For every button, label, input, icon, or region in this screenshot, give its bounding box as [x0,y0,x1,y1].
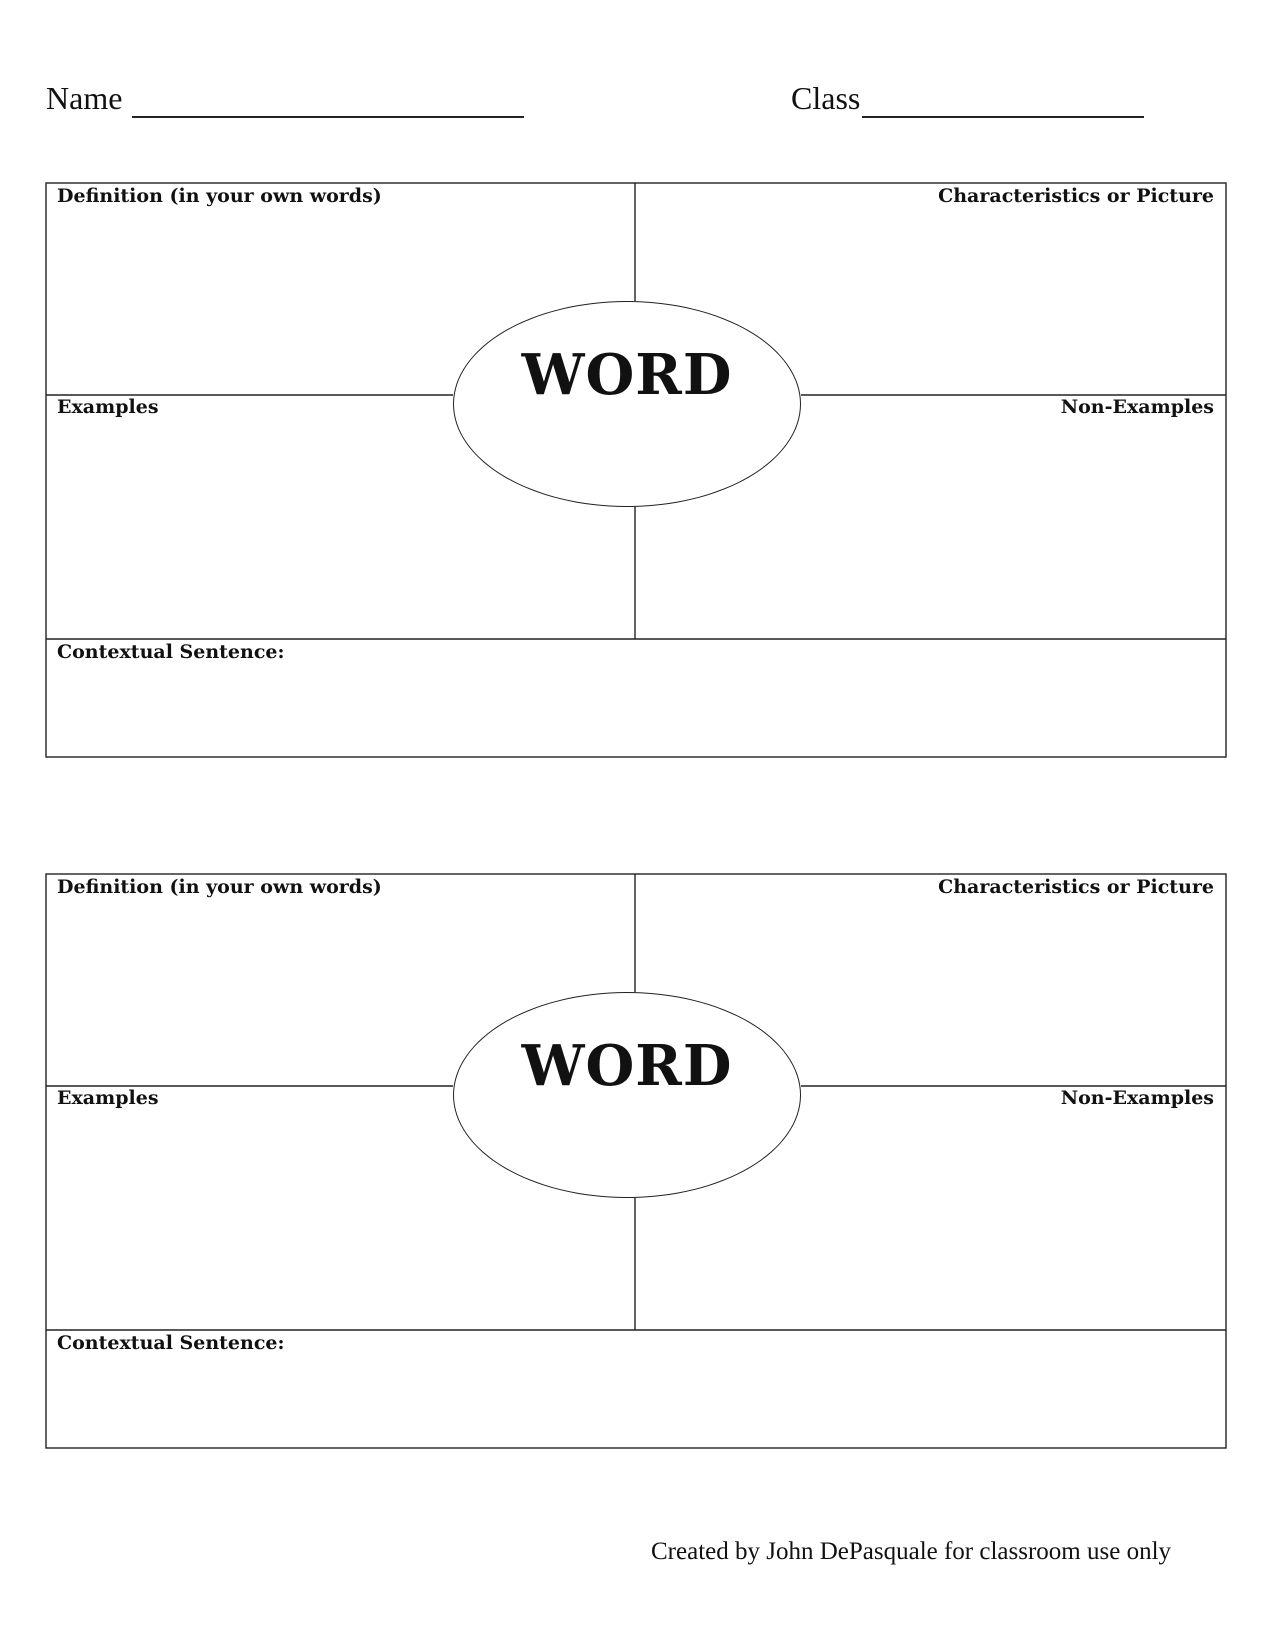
name-field[interactable] [46,78,524,118]
frayer-model [46,183,1226,757]
characteristics-label: Characteristics or Picture [938,876,1214,898]
footer-credit: Created by John DePasquale for classroom use only [651,1538,1172,1565]
center-word: WORD [521,1033,733,1099]
center-word: WORD [521,342,733,408]
class-field[interactable] [791,78,1144,118]
non-examples-label: Non-Examples [1060,1087,1214,1109]
examples-label: Examples [57,1087,159,1109]
definition-label: Definition (in your own words) [57,185,382,207]
contextual-sentence-label: Contextual Sentence: [57,641,285,663]
non-examples-label: Non-Examples [1060,396,1214,418]
name-label: Name [46,80,123,116]
center-word-oval [453,992,801,1198]
characteristics-label: Characteristics or Picture [938,185,1214,207]
center-word-oval [453,301,801,507]
class-label: Class [791,80,861,116]
contextual-sentence-label: Contextual Sentence: [57,1332,285,1354]
class-blank-line[interactable] [862,86,1144,118]
frayer-model [46,874,1226,1448]
name-blank-line[interactable] [132,86,524,118]
examples-label: Examples [57,396,159,418]
definition-label: Definition (in your own words) [57,876,382,898]
